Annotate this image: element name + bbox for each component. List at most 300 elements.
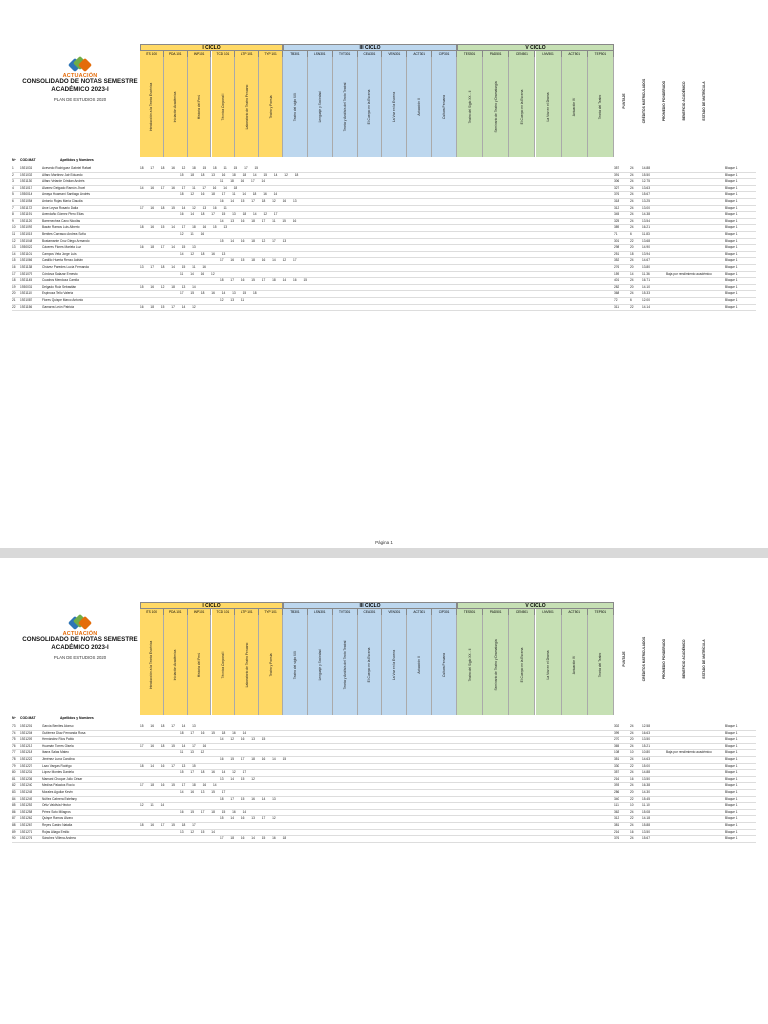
student-code: 1921017 — [20, 185, 33, 190]
table-row — [12, 744, 756, 751]
score-value: 325 — [614, 218, 620, 223]
credits-value: 24 — [630, 783, 634, 788]
credits-value: 14 — [630, 271, 634, 276]
enrollment-status: Bloque 1 — [725, 245, 738, 250]
student-code: 1921138 — [20, 265, 33, 269]
student-name: Acevedo Rodríguez Gabriel Rafael — [42, 166, 92, 170]
table-row — [12, 823, 756, 830]
average-value: 14.30 — [642, 790, 650, 794]
enrollment-status: Bloque 1 — [725, 816, 738, 821]
grade-cells: 16 18 17 14 15 13 — [140, 245, 196, 250]
grade-cells: 17 18 16 15 17 18 16 14 — [140, 783, 217, 788]
grade-cells: 18 16 15 14 17 18 16 15 13 — [140, 225, 227, 230]
row-number: 77 — [12, 750, 16, 755]
course-name — [483, 57, 509, 157]
row-number: 12 — [12, 238, 16, 243]
row-number: 14 — [12, 251, 16, 256]
student-code: 1921087 — [20, 298, 33, 302]
row-number: 79 — [12, 763, 16, 768]
cycle-3-header: V CICLO — [457, 602, 614, 609]
course-names-row — [140, 615, 614, 715]
course-code: TB301 — [283, 609, 308, 615]
row-number: 82 — [12, 783, 16, 788]
logo-word: ACTUACIÓN — [62, 73, 98, 79]
course-name — [407, 615, 432, 715]
student-name: Delgado Ruiz Sebastián — [42, 284, 77, 289]
course-code: LNV501 — [536, 609, 562, 615]
credits-value: 16 — [630, 829, 634, 834]
row-number: 73 — [12, 724, 16, 728]
grade-cells: 13 17 18 14 15 11 16 — [140, 265, 206, 269]
average-value: 16.21 — [642, 225, 650, 230]
course-name-text: Historia del Perú — [197, 94, 202, 120]
grade-cells: 13 14 15 12 — [220, 776, 255, 781]
enrollment-status: Bloque 1 — [725, 304, 738, 309]
credits-value: 24 — [630, 823, 634, 827]
grade-cells: 16 14 15 17 18 12 16 13 — [220, 199, 297, 203]
student-name: Barrenechea Cano Nicolás — [42, 218, 81, 223]
course-name-text: El Cuerpo en la Escena — [367, 647, 372, 683]
average-value: 13.50 — [642, 829, 650, 834]
cycle-2-header: III CICLO — [283, 44, 457, 51]
credits-value: 24 — [630, 212, 634, 217]
grade-cells: 18 12 16 18 17 11 14 18 16 14 — [180, 192, 278, 197]
credits-value: 6 — [630, 232, 632, 236]
col-num: Nº — [12, 716, 16, 720]
col-code: COD.MAT — [20, 158, 36, 162]
cycle-2-header: III CICLO — [283, 602, 457, 609]
grade-cells: 15 14 16 18 12 17 13 — [220, 238, 287, 243]
score-value: 282 — [614, 284, 620, 289]
grade-cells: 16 14 18 17 15 13 18 14 12 17 — [180, 212, 278, 217]
grade-cells: 18 17 16 15 17 18 14 16 15 — [220, 278, 307, 283]
score-value: 381 — [614, 823, 620, 827]
student-name: García Benites Alonso — [42, 724, 74, 728]
credits-value: 24 — [630, 743, 634, 748]
average-value: 13.68 — [642, 238, 650, 243]
grade-cells: 17 16 15 18 16 14 12 17 — [220, 258, 297, 263]
course-name-text: Teatro del Siglo XX - II — [467, 90, 472, 124]
enrollment-status: Bloque 1 — [725, 724, 738, 728]
student-name: Medina Palacios Rocío — [42, 783, 75, 788]
student-code: 1921033 — [20, 172, 33, 177]
average-value: 12.00 — [642, 298, 650, 302]
course-name-text: La Voz en la Escena — [392, 649, 397, 681]
average-value: 15.45 — [642, 796, 650, 801]
credits-value: 24 — [630, 218, 634, 223]
logo-mark-icon — [69, 616, 91, 630]
course-name-text: La Voz en la Escena — [392, 91, 397, 123]
course-name-text: Iniciación Académica — [173, 91, 178, 123]
table-row — [12, 810, 756, 817]
student-code: 1921201 — [20, 724, 33, 728]
course-code: LSN301 — [308, 51, 333, 57]
summary-header — [614, 602, 634, 715]
score-value: 330 — [614, 763, 620, 768]
course-code: PAD501 — [483, 609, 509, 615]
summary-headers — [614, 602, 714, 715]
course-name-text: Teatro del siglo XIX — [292, 92, 297, 122]
course-name-text: Teatro del Siglo XX - II — [467, 648, 472, 682]
student-code: 1921276 — [20, 836, 33, 841]
row-number: 7 — [12, 205, 14, 210]
score-value: 311 — [614, 304, 620, 309]
course-name — [588, 57, 614, 157]
enrollment-status: Bloque 1 — [725, 790, 738, 794]
col-name: Apellidos y Nombres — [60, 158, 94, 162]
course-name — [536, 57, 562, 157]
student-name: Hernández Ríos Pablo — [42, 737, 75, 742]
student-name: Álvarez Delgado Ramón Jhoel — [42, 185, 86, 190]
student-code: 1921066 — [20, 258, 33, 263]
score-value: 286 — [614, 790, 620, 794]
table-row — [12, 790, 756, 797]
score-value: 312 — [614, 816, 620, 821]
course-code: TEP501 — [588, 51, 614, 57]
student-code: 1921258 — [20, 809, 33, 814]
sheet-page-2 — [0, 558, 768, 1024]
grade-cells: 17 16 18 15 14 12 13 16 11 — [140, 205, 227, 210]
course-name — [358, 615, 383, 715]
course-code: TES501 — [457, 51, 483, 57]
course-code: TEP501 — [588, 609, 614, 615]
score-value: 393 — [614, 783, 620, 788]
course-name-text: Teoría del Teatro — [598, 94, 603, 120]
student-name: Jiménez Luna Carolina — [42, 757, 75, 761]
enrollment-status: Bloque 1 — [725, 750, 738, 755]
average-value: 13.50 — [642, 776, 650, 781]
credits-value: 24 — [630, 291, 634, 296]
course-name-text: Actuación II — [417, 656, 422, 674]
score-value: 365 — [614, 743, 620, 748]
student-code: 1921156 — [20, 304, 33, 309]
enrollment-status: Bloque 1 — [725, 278, 738, 283]
course-name-text: Técnica Corporal I — [220, 93, 225, 121]
credits-value: 16 — [630, 776, 634, 781]
actuacion-logo — [58, 616, 102, 637]
course-name — [283, 615, 308, 715]
table-row — [12, 265, 756, 272]
grade-cells: 12 11 16 — [180, 232, 205, 236]
score-value: 301 — [614, 238, 620, 243]
score-value: 298 — [614, 245, 620, 250]
course-name — [164, 57, 188, 157]
score-value: 345 — [614, 212, 620, 217]
table-row — [12, 797, 756, 804]
average-value: 13.80 — [642, 265, 650, 269]
table-row — [12, 750, 756, 757]
course-code: INP101 — [188, 51, 212, 57]
course-name-text: Técnica Corporal I — [220, 651, 225, 679]
credits-value: 24 — [630, 225, 634, 230]
column-header-row — [12, 716, 756, 722]
credits-value: 22 — [630, 763, 634, 768]
average-value: 12.75 — [642, 179, 650, 184]
score-value: 389 — [614, 225, 620, 230]
enrollment-status: Bloque 1 — [725, 225, 738, 230]
score-value: 72 — [614, 298, 618, 302]
student-code: 1921245 — [20, 790, 33, 794]
table-row — [12, 186, 756, 193]
course-name — [432, 57, 457, 157]
student-name: Gamarra León Patricia — [42, 304, 75, 309]
student-name: Ibarra Salas Mateo — [42, 750, 69, 755]
score-value: 306 — [614, 179, 620, 184]
student-name: Campos Vela Jorge Luis — [42, 251, 77, 256]
grade-cells: 17 15 18 16 14 13 15 18 — [180, 291, 257, 296]
course-code: PAD501 — [483, 51, 509, 57]
course-name — [483, 615, 509, 715]
summary-header — [694, 602, 714, 715]
average-value: 15.00 — [642, 763, 650, 768]
student-name: Ortiz Valdivia Héctor — [42, 803, 71, 808]
summary-header-text: CRÉDITOS MATRICULADOS — [642, 636, 646, 681]
average-value: 14.90 — [642, 245, 650, 250]
credits-value: 24 — [630, 730, 634, 735]
table-row — [12, 206, 756, 213]
table-row — [12, 212, 756, 219]
row-number: 9 — [12, 218, 14, 223]
course-code: ITS 100 — [140, 51, 164, 57]
summary-header — [654, 602, 674, 715]
grade-cells: 11 13 12 — [180, 750, 205, 755]
enrollment-status: Bloque 1 — [725, 796, 738, 801]
course-code: ACT501 — [562, 51, 588, 57]
average-value: 12.58 — [642, 724, 650, 728]
student-code: 1930014 — [20, 192, 33, 197]
row-number: 20 — [12, 291, 16, 296]
enrollment-status: Bloque 1 — [725, 763, 738, 768]
student-name: Quispe Ramos Álvaro — [42, 816, 74, 821]
average-value: 13.94 — [642, 251, 650, 256]
row-number: 3 — [12, 179, 14, 184]
table-row — [12, 278, 756, 285]
row-number: 84 — [12, 796, 16, 801]
table-row — [12, 232, 756, 239]
row-number: 81 — [12, 776, 16, 781]
grade-cells: 12 11 14 — [140, 803, 165, 808]
table-row — [12, 239, 756, 246]
student-code: 1921172 — [20, 205, 33, 210]
actuacion-logo — [58, 58, 102, 79]
enrollment-status: Bloque 1 — [725, 803, 738, 808]
score-value: 376 — [614, 192, 620, 197]
score-value: 352 — [614, 258, 620, 263]
table-row — [12, 724, 756, 731]
col-name: Apellidos y Nombres — [60, 716, 94, 720]
logo-mark-icon — [69, 58, 91, 72]
course-code: LTP 101 — [235, 51, 259, 57]
row-number: 10 — [12, 225, 16, 230]
grade-cells: 18 17 16 15 18 16 14 — [180, 730, 247, 735]
course-name-text: Seminario de Teatro y Dramaturgia — [493, 639, 498, 691]
average-value: 15.88 — [642, 823, 650, 827]
course-name — [457, 57, 483, 157]
enrollment-status: Bloque 1 — [725, 783, 738, 788]
cycle-3-header: V CICLO — [457, 44, 614, 51]
course-name — [308, 57, 333, 157]
course-name-text: El Cuerpo en la Escena — [367, 89, 372, 125]
row-number: 6 — [12, 199, 14, 203]
table-row — [12, 199, 756, 206]
student-code: 1930031 — [20, 284, 33, 289]
course-name — [588, 615, 614, 715]
student-name: Alfaro Velarde Cristian Andrés — [42, 179, 85, 184]
course-name-text: Teoría y Análisis del Texto Teatral — [342, 82, 347, 132]
average-value: 16.71 — [642, 278, 650, 283]
credits-value: 24 — [630, 172, 634, 177]
student-code: 1921015 — [20, 232, 33, 236]
course-code: LTP 101 — [235, 609, 259, 615]
summary-header — [634, 44, 654, 157]
course-code: LNV501 — [536, 51, 562, 57]
student-code: 1921145 — [20, 278, 33, 283]
table-row — [12, 219, 756, 226]
course-name — [333, 57, 358, 157]
average-value: 13.50 — [642, 737, 650, 742]
row-number: 15 — [12, 258, 16, 263]
summary-header-text: CRÉDITOS MATRICULADOS — [642, 78, 646, 123]
course-name-text: Actuación IV — [572, 655, 577, 675]
table-row — [12, 731, 756, 738]
student-code: 1921054 — [20, 199, 33, 203]
average-value: 14.14 — [642, 304, 650, 309]
row-number: 87 — [12, 816, 16, 821]
student-code: 1921101 — [20, 251, 33, 256]
row-number: 4 — [12, 185, 14, 190]
row-number: 89 — [12, 829, 16, 834]
summary-header-text: PUNTAJE — [622, 650, 626, 667]
row-number: 85 — [12, 803, 16, 808]
course-name — [536, 615, 562, 715]
row-number: 90 — [12, 836, 16, 841]
grade-cells: 18 14 16 17 13 15 — [140, 763, 196, 768]
enrollment-status: Bloque 1 — [725, 730, 738, 735]
student-code: 1921130 — [20, 179, 33, 184]
course-code: CEN501 — [509, 609, 535, 615]
student-code: 1921213 — [20, 743, 33, 748]
course-code: VEN301 — [382, 51, 407, 57]
table-row — [12, 173, 756, 180]
score-value: 362 — [614, 809, 620, 814]
enrollment-status: Bloque 1 — [725, 205, 738, 210]
credits-value: 24 — [630, 757, 634, 761]
score-value: 357 — [614, 770, 620, 775]
enrollment-status: Bloque 1 — [725, 809, 738, 814]
table-row — [12, 252, 756, 259]
course-code: ITS 100 — [140, 609, 164, 615]
student-code: 1921204 — [20, 730, 33, 735]
credits-value: 24 — [630, 724, 634, 728]
summary-header — [614, 44, 634, 157]
course-name — [188, 615, 212, 715]
average-value: 14.67 — [642, 258, 650, 263]
sheet-title: CONSOLIDADO DE NOTAS SEMESTRE ACADÉMICO 2023-I — [22, 636, 138, 651]
score-value: 71 — [614, 232, 618, 236]
course-name — [457, 615, 483, 715]
credits-value: 20 — [630, 284, 634, 289]
table-row — [12, 764, 756, 771]
grade-cells: 16 15 17 18 15 16 14 — [180, 809, 247, 814]
enrollment-status: Bloque 1 — [725, 836, 738, 841]
score-value: 216 — [614, 776, 620, 781]
score-value: 318 — [614, 199, 620, 203]
credits-value: 24 — [630, 809, 634, 814]
course-code: TVT301 — [333, 51, 358, 57]
student-name: Sánchez Villena Andrea — [42, 836, 76, 841]
enrollment-status: Bloque 1 — [725, 265, 738, 269]
table-row — [12, 305, 756, 312]
course-names-row — [140, 57, 614, 157]
course-name — [140, 57, 164, 157]
plan-label: PLAN DE ESTUDIOS 2020 — [53, 97, 107, 102]
enrollment-status: Bloque 1 — [725, 185, 738, 190]
row-number: 75 — [12, 737, 16, 742]
grade-cells: 14 12 16 13 15 — [220, 737, 266, 742]
credits-value: 22 — [630, 796, 634, 801]
student-name: Mamani Choque Julio César — [42, 776, 83, 781]
average-value: 11.10 — [642, 803, 650, 808]
course-name-text: El Cuerpo en la Escena — [519, 89, 524, 125]
enrollment-status: Bloque 1 — [725, 271, 738, 276]
score-value: 276 — [614, 265, 620, 269]
enrollment-status: Bloque 1 — [725, 166, 738, 170]
student-name: Pérez Soto Milagros — [42, 809, 71, 814]
student-name: Huamán Torres Gisela — [42, 743, 74, 748]
student-table — [12, 724, 756, 1022]
course-code: ACT501 — [562, 609, 588, 615]
average-value: 14.18 — [642, 816, 650, 821]
table-row — [12, 783, 756, 790]
course-name-text: Introducción a la Teoría Escénica — [149, 640, 154, 690]
average-value: 13.00 — [642, 205, 650, 210]
academic-note: Baja por rendimiento académico — [666, 750, 712, 755]
student-name: Lazo Vargas Rodrigo — [42, 763, 72, 768]
average-value: 15.67 — [642, 836, 650, 841]
student-code: 1921227 — [20, 763, 33, 768]
course-code: TYP 101 — [259, 609, 283, 615]
course-name — [283, 57, 308, 157]
table-row — [12, 298, 756, 305]
course-code: VEN301 — [382, 609, 407, 615]
row-number: 16 — [12, 265, 16, 269]
row-number: 83 — [12, 790, 16, 794]
credits-value: 24 — [630, 205, 634, 210]
course-name — [188, 57, 212, 157]
row-number: 80 — [12, 770, 16, 775]
course-name — [509, 57, 535, 157]
course-name — [235, 615, 259, 715]
credits-value: 20 — [630, 790, 634, 794]
student-name: Benites Carrasco Andrea Sofía — [42, 232, 86, 236]
enrollment-status: Bloque 1 — [725, 823, 738, 827]
row-number: 18 — [12, 278, 16, 283]
student-name: Rojas Aliaga Emilio — [42, 829, 70, 834]
course-name-text: Lenguaje y Sociedad — [317, 91, 322, 123]
student-name: Bustamante Cruz Diego Armando — [42, 238, 90, 243]
course-code: CEA301 — [358, 609, 383, 615]
score-value: 351 — [614, 757, 620, 761]
row-number: 74 — [12, 730, 16, 735]
course-name — [259, 615, 283, 715]
row-number: 5 — [12, 192, 14, 197]
credits-value: 20 — [630, 737, 634, 742]
table-row — [12, 245, 756, 252]
average-value: 11.83 — [642, 232, 650, 236]
student-name: Alfaro Martínez Jair Eduardo — [42, 172, 83, 177]
enrollment-status: Bloque 1 — [725, 192, 738, 197]
student-code: 1921240 — [20, 783, 33, 788]
